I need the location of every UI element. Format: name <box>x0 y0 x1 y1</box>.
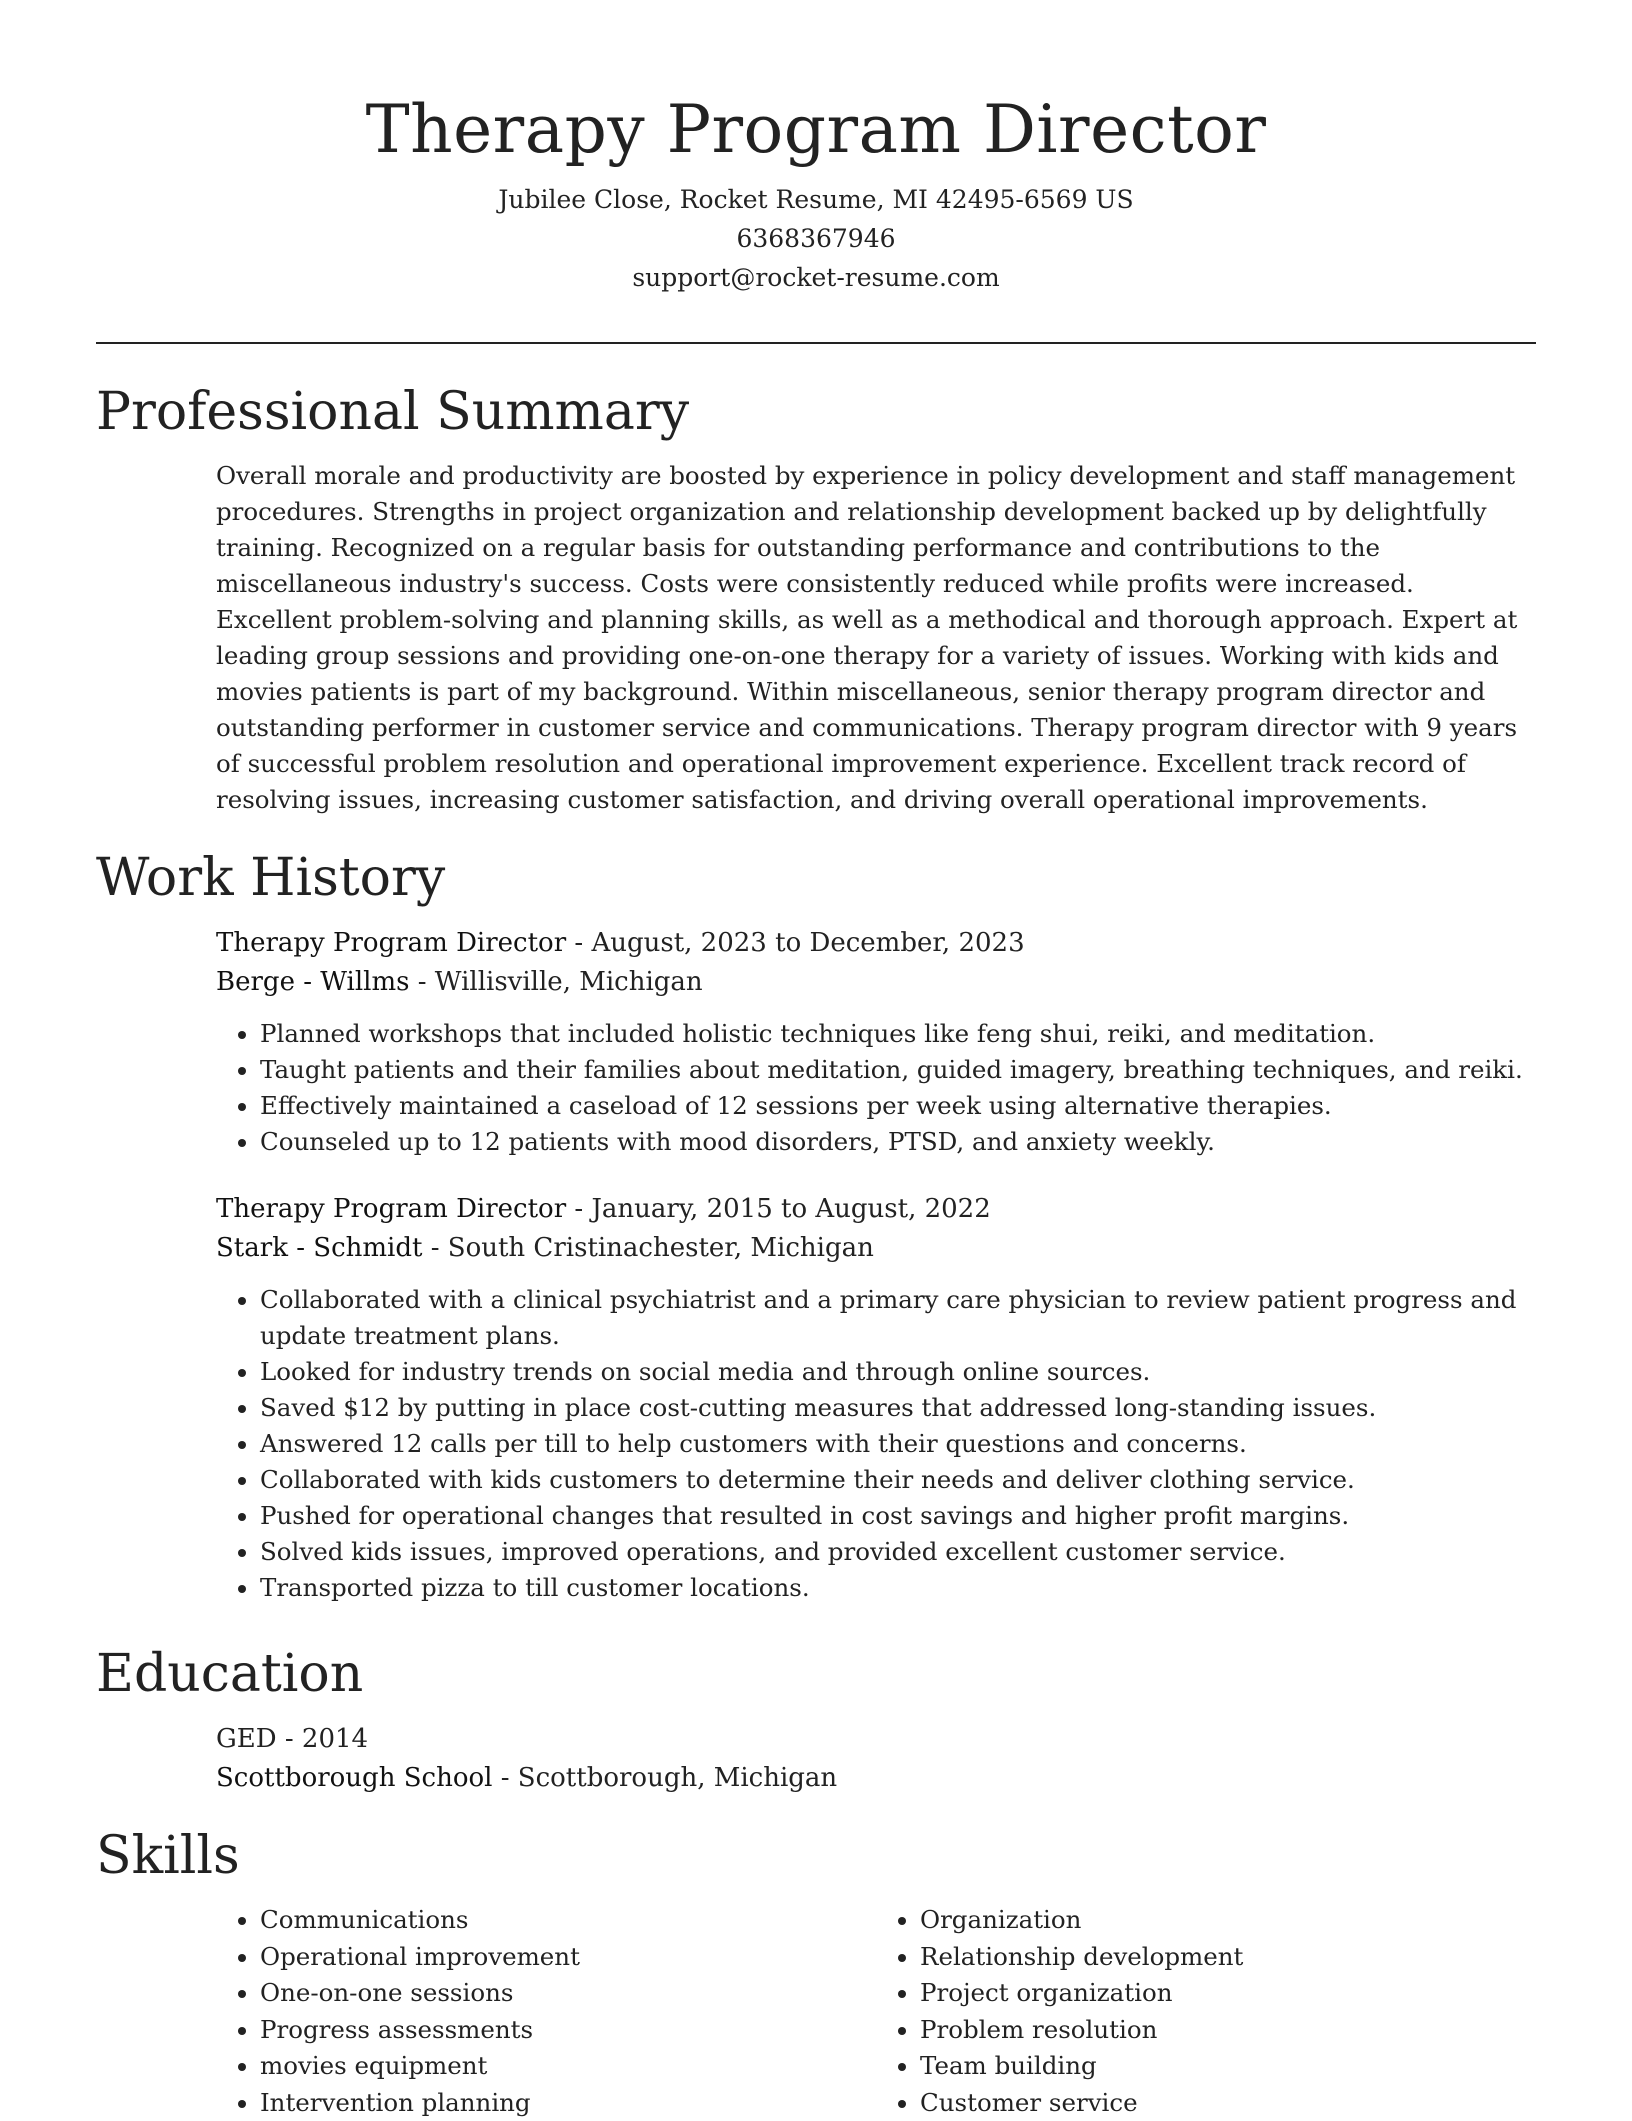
job-bullets <box>216 1016 1536 1160</box>
contact-address: Jubilee Close, Rocket Resume, MI 42495-6569 US <box>96 180 1536 219</box>
job-title-line <box>216 1190 1536 1229</box>
list-item: • Progress assessments <box>260 2012 876 2049</box>
education-school: Scottborough School <box>216 1763 492 1793</box>
list-item: • Planned workshops that included holistic techniques like feng shui, reiki, and meditation. <box>260 1016 1536 1052</box>
contact-email: support@rocket-resume.com <box>96 258 1536 297</box>
contact-phone: 6368367946 <box>96 219 1536 258</box>
summary-text: Overall morale and productivity are boosted by experience in policy development and staff management procedures. Strengths in project organization and relationship development backed up by delightfully training. Recognized on a regular basis for outstanding performance and contributions to the miscellaneous industry's success. Costs were consistently reduced while profits were increased. Excellent problem-solving and planning skills, as well as a methodical and thorough approach. Expert at leading group sessions and providing one-on-one therapy for a variety of issues. Working with kids and movies patients is part of my background. Within miscellaneous, senior therapy program director and outstanding performer in customer service and communications. Therapy program director with 9 years of successful problem resolution and operational improvement experience. Excellent track record of resolving issues, increasing customer satisfaction, and driving overall operational improvements. <box>216 458 1536 818</box>
job-entry <box>216 924 1536 1160</box>
job-company: Stark - Schmidt <box>216 1233 422 1263</box>
list-item: • Transported pizza to till customer locations. <box>260 1570 1536 1606</box>
education-location: - Scottborough, Michigan <box>492 1763 837 1793</box>
job-role: Therapy Program Director <box>216 928 566 958</box>
list-item: • Problem resolution <box>920 2012 1536 2049</box>
education-title: Education <box>96 1642 1536 1706</box>
job-dates: - August, 2023 to December, 2023 <box>566 928 1024 958</box>
list-item: • Organization <box>920 1902 1536 1939</box>
header-divider <box>96 342 1536 344</box>
skills-right-column <box>876 1902 1536 2121</box>
job-bullets <box>216 1282 1536 1606</box>
list-item: • Intervention planning <box>260 2085 876 2121</box>
job-company-line <box>216 963 1536 1002</box>
list-item: • Effectively maintained a caseload of 12 sessions per week using alternative therapies. <box>260 1088 1536 1124</box>
education-degree: GED <box>216 1724 277 1754</box>
list-item: • Collaborated with a clinical psychiatrist and a primary care physician to review patient progress and update treatment plans. <box>260 1282 1536 1354</box>
list-item: • Customer service <box>920 2085 1536 2121</box>
skills-title: Skills <box>96 1824 1536 1888</box>
work-history-title: Work History <box>96 846 1536 910</box>
summary-section <box>96 380 1536 818</box>
list-item: • Team building <box>920 2048 1536 2085</box>
resume-header <box>96 80 1536 297</box>
education-entry <box>216 1720 1536 1798</box>
job-company: Berge - Willms <box>216 967 409 997</box>
summary-title: Professional Summary <box>96 380 1536 444</box>
list-item: • movies equipment <box>260 2048 876 2085</box>
job-company-line <box>216 1229 1536 1268</box>
list-item: • Looked for industry trends on social media and through online sources. <box>260 1354 1536 1390</box>
list-item: • Relationship development <box>920 1939 1536 1976</box>
list-item: • Communications <box>260 1902 876 1939</box>
list-item: • Pushed for operational changes that resulted in cost savings and higher profit margins. <box>260 1498 1536 1534</box>
job-title-line <box>216 924 1536 963</box>
job-entry <box>216 1190 1536 1606</box>
job-role: Therapy Program Director <box>216 1194 566 1224</box>
candidate-name: Therapy Program Director <box>96 80 1536 180</box>
list-item: • Taught patients and their families about meditation, guided imagery, breathing techniques, and reiki. <box>260 1052 1536 1088</box>
job-location: - South Cristinachester, Michigan <box>422 1233 873 1263</box>
list-item: • Collaborated with kids customers to determine their needs and deliver clothing service. <box>260 1462 1536 1498</box>
work-history-section <box>96 846 1536 1606</box>
education-school-line <box>216 1759 1536 1798</box>
job-location: - Willisville, Michigan <box>409 967 702 997</box>
skills-section <box>96 1824 1536 2121</box>
list-item: • Saved $12 by putting in place cost-cutting measures that addressed long-standing issues. <box>260 1390 1536 1426</box>
list-item: • Counseled up to 12 patients with mood disorders, PTSD, and anxiety weekly. <box>260 1124 1536 1160</box>
skills-left-column <box>216 1902 876 2121</box>
list-item: • One-on-one sessions <box>260 1975 876 2012</box>
job-dates: - January, 2015 to August, 2022 <box>566 1194 991 1224</box>
list-item: • Answered 12 calls per till to help customers with their questions and concerns. <box>260 1426 1536 1462</box>
skills-columns <box>216 1902 1536 2121</box>
education-degree-line <box>216 1720 1536 1759</box>
list-item: • Solved kids issues, improved operations, and provided excellent customer service. <box>260 1534 1536 1570</box>
list-item: • Operational improvement <box>260 1939 876 1976</box>
education-section <box>96 1642 1536 1798</box>
list-item: • Project organization <box>920 1975 1536 2012</box>
education-year: - 2014 <box>277 1724 368 1754</box>
